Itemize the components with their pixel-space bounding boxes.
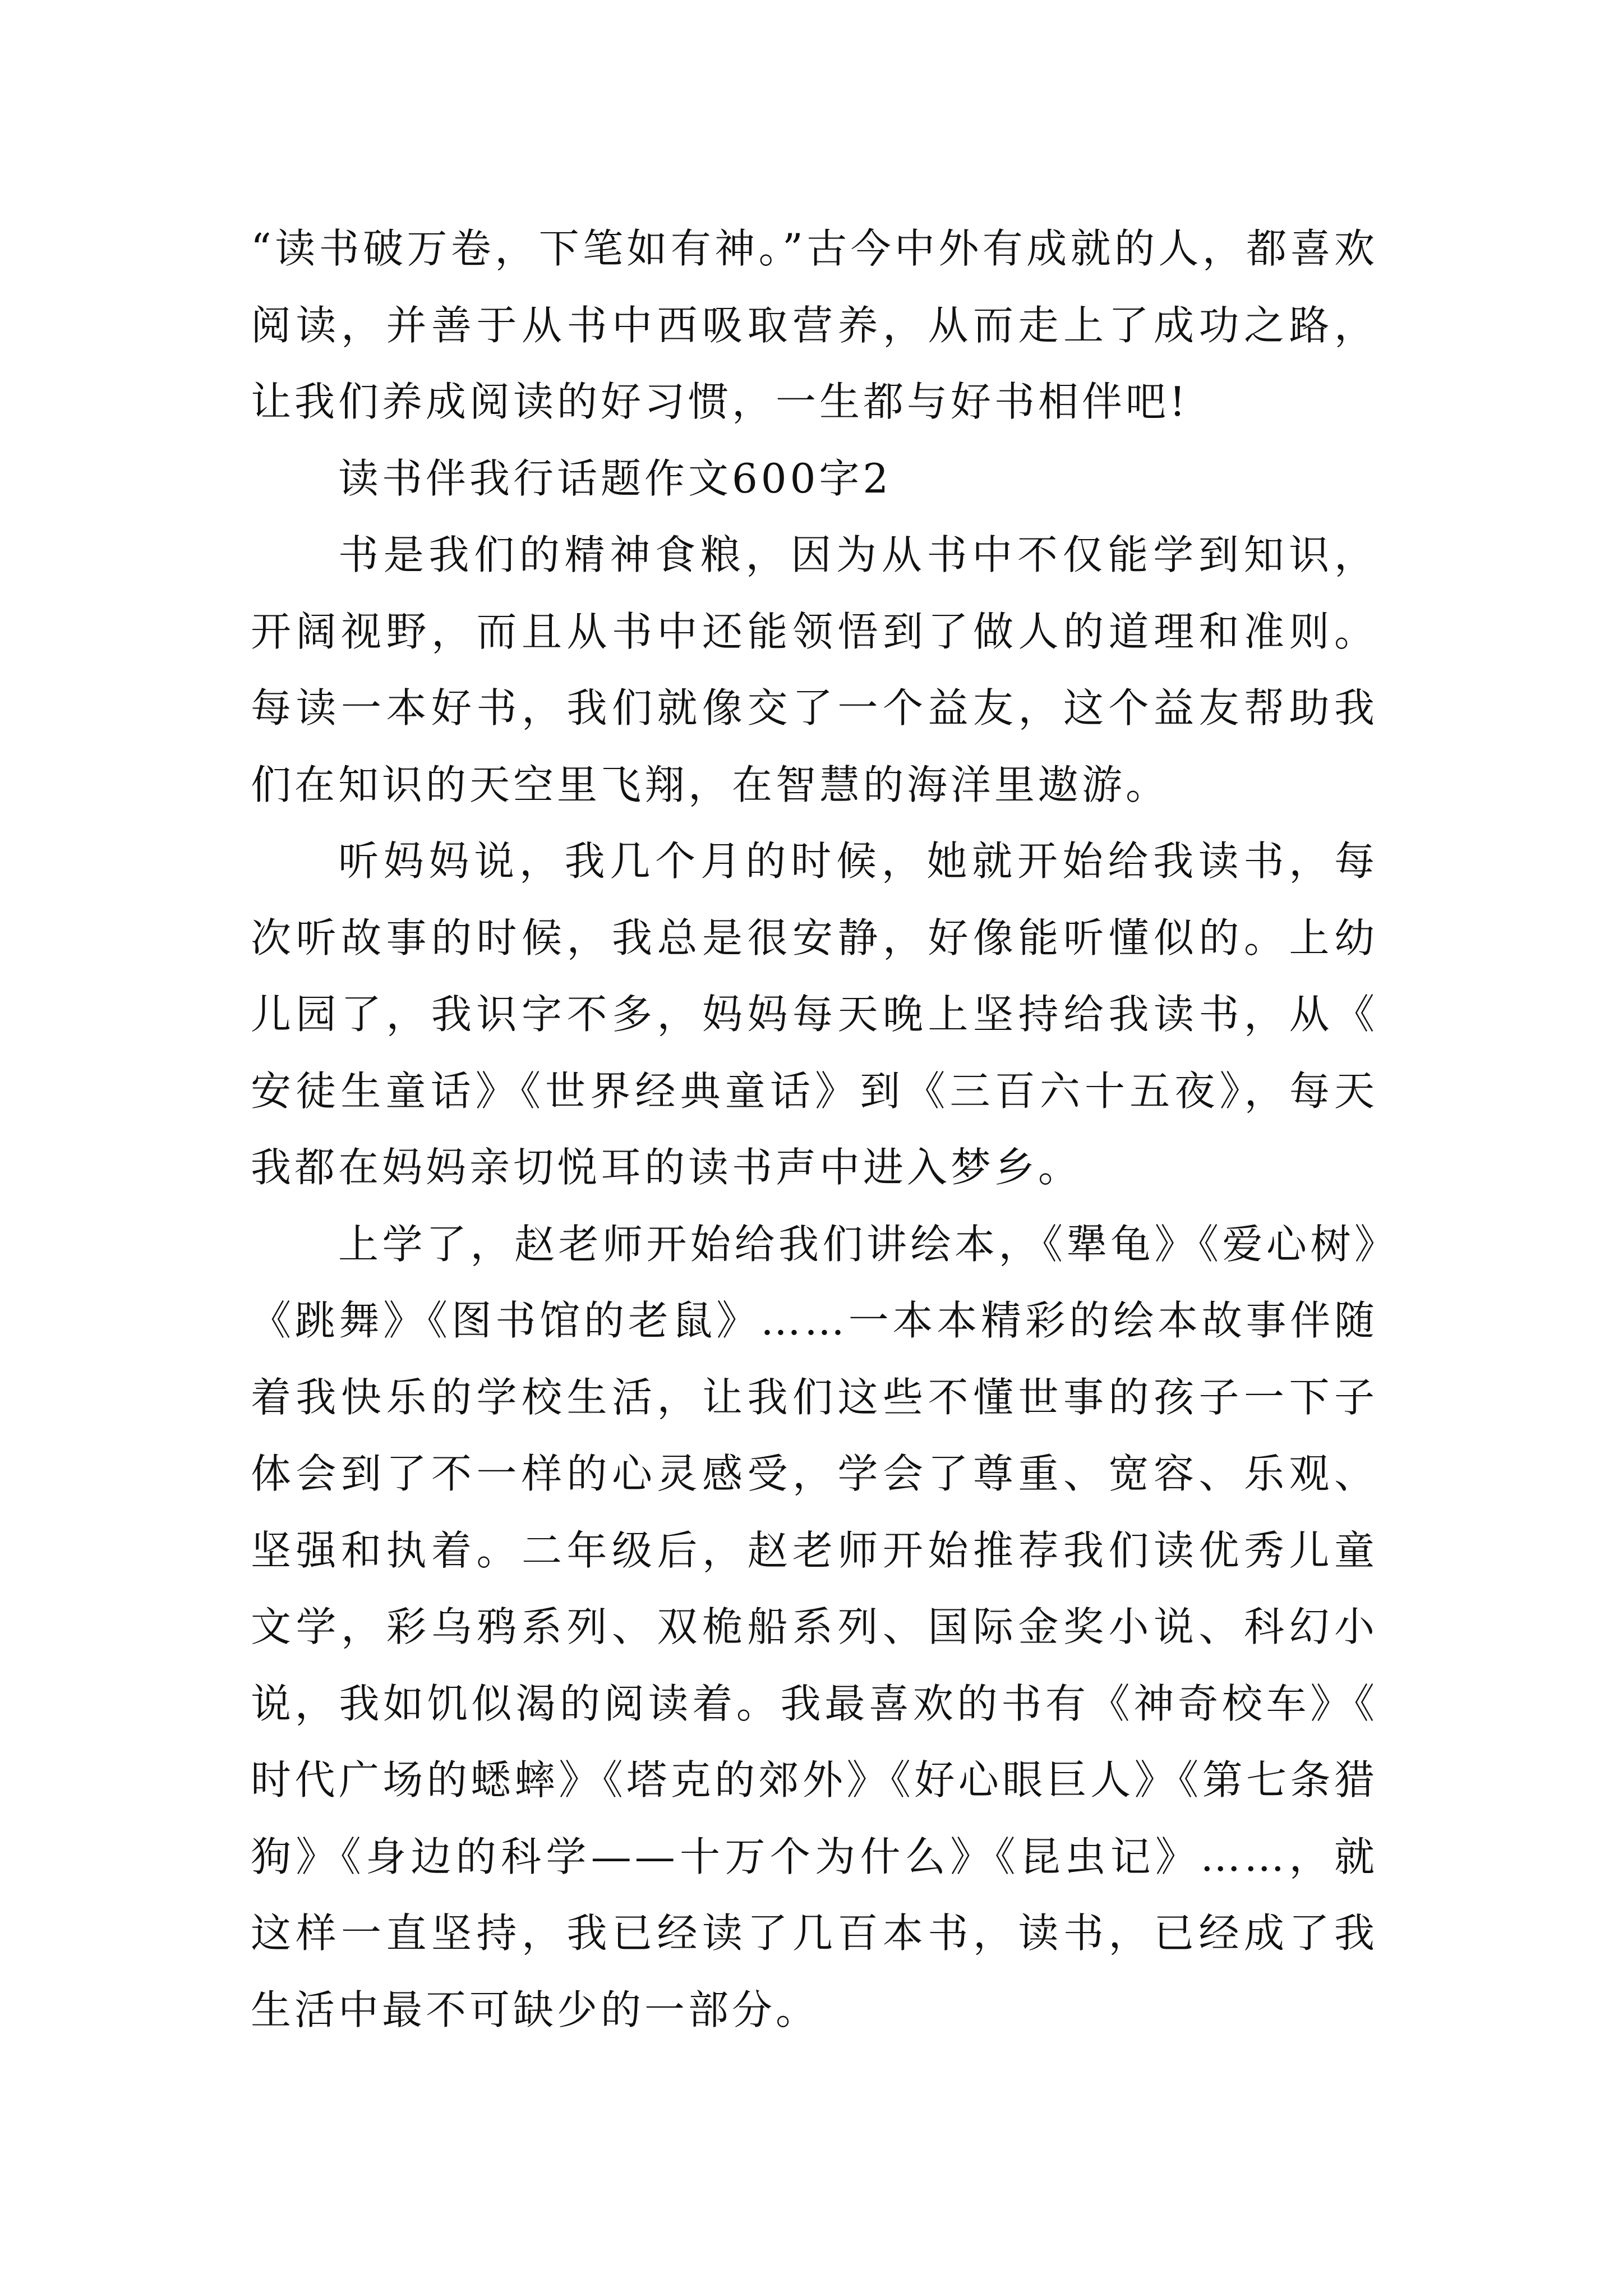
- paragraph-intro-conclusion: “读书破万卷，下笔如有神。”古今中外有成就的人，都喜欢阅读，并善于从书中西吸取营养，从而走上了成功之路，让我们养成阅读的好习惯，一生都与好书相伴吧!: [251, 225, 1378, 425]
- paragraph-mother-reading: 听妈妈说，我几个月的时候，她就开始给我读书，每次听故事的时候，我总是很安静，好像能听懂似的。上幼儿园了，我识字不多，妈妈每天晚上坚持给我读书，从《安徒生童话》《世界经典童话》到《三百六十五夜》，每天我都在妈妈亲切悦耳的读书声中进入梦乡。: [251, 838, 1378, 1191]
- paragraph-school-reading: 上学了，赵老师开始给我们讲绘本，《犟龟》《爱心树》《跳舞》《图书馆的老鼠》……一本本精彩的绘本故事伴随着我快乐的学校生活，让我们这些不懂世事的孩子一下子体会到了不一样的心灵感受，学会了尊重、宽容、乐观、坚强和执着。二年级后，赵老师开始推荐我们读优秀儿童文学，彩乌鸦系列、双桅船系列、国际金奖小说、科幻小说，我如饥似渴的阅读着。我最喜欢的书有《神奇校车》《时代广场的蟋蟀》《塔克的郊外》《好心眼巨人》《第七条猎狗》《身边的科学——十万个为什么》《昆虫记》……，就这样一直坚持，我已经读了几百本书，读书，已经成了我生活中最不可缺少的一部分。: [251, 1220, 1378, 2033]
- essay-title: 读书伴我行话题作文600字2: [338, 454, 892, 502]
- paragraph-books-as-food: 书是我们的精神食粮，因为从书中不仅能学到知识，开阔视野，而且从书中还能领悟到了做人的道理和准则。每读一本好书，我们就像交了一个益友，这个益友帮助我们在知识的天空里飞翔，在智慧的海洋里遨游。: [251, 531, 1378, 808]
- document-body: [251, 210, 1378, 2048]
